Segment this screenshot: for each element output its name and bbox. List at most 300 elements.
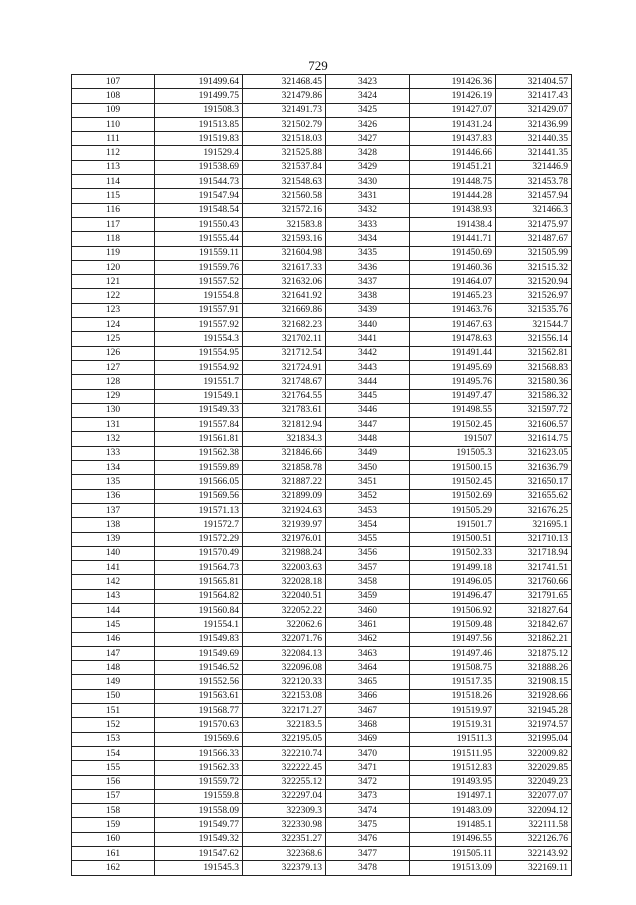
table-row xyxy=(72,661,572,675)
y-coordinate-cell: 321710.13 xyxy=(496,532,572,546)
table-row xyxy=(72,503,572,517)
x-coordinate-cell: 191572.29 xyxy=(155,532,243,546)
point-number-cell: 113 xyxy=(72,160,155,174)
x-coordinate-cell: 191483.09 xyxy=(410,804,496,818)
y-coordinate-cell: 322351.27 xyxy=(243,832,326,846)
y-coordinate-cell: 322222.45 xyxy=(243,761,326,775)
y-coordinate-cell: 321908.15 xyxy=(496,675,572,689)
point-number-cell: 140 xyxy=(72,546,155,560)
y-coordinate-cell: 321623.05 xyxy=(496,446,572,460)
table-row xyxy=(72,189,572,203)
x-coordinate-cell: 191563.61 xyxy=(155,689,243,703)
y-coordinate-cell: 321593.16 xyxy=(243,232,326,246)
table-row xyxy=(72,618,572,632)
y-coordinate-cell: 322309.3 xyxy=(243,804,326,818)
point-number-cell: 3473 xyxy=(326,789,410,803)
point-number-cell: 3434 xyxy=(326,232,410,246)
table-row xyxy=(72,146,572,160)
x-coordinate-cell: 191551.7 xyxy=(155,375,243,389)
point-number-cell: 129 xyxy=(72,389,155,403)
x-coordinate-cell: 191554.1 xyxy=(155,618,243,632)
table-row xyxy=(72,360,572,374)
point-number-cell: 137 xyxy=(72,503,155,517)
point-number-cell: 3444 xyxy=(326,375,410,389)
point-number-cell: 139 xyxy=(72,532,155,546)
y-coordinate-cell: 321562.81 xyxy=(496,346,572,360)
point-number-cell: 111 xyxy=(72,132,155,146)
x-coordinate-cell: 191545.3 xyxy=(155,861,243,875)
point-number-cell: 122 xyxy=(72,289,155,303)
point-number-cell: 134 xyxy=(72,461,155,475)
point-number-cell: 3463 xyxy=(326,646,410,660)
point-number-cell: 138 xyxy=(72,518,155,532)
point-number-cell: 116 xyxy=(72,203,155,217)
point-number-cell: 3428 xyxy=(326,146,410,160)
table-row xyxy=(72,432,572,446)
x-coordinate-cell: 191500.51 xyxy=(410,532,496,546)
point-number-cell: 130 xyxy=(72,403,155,417)
point-number-cell: 136 xyxy=(72,489,155,503)
x-coordinate-cell: 191505.3 xyxy=(410,446,496,460)
table-row xyxy=(72,217,572,231)
point-number-cell: 3443 xyxy=(326,360,410,374)
x-coordinate-cell: 191529.4 xyxy=(155,146,243,160)
x-coordinate-cell: 191511.3 xyxy=(410,732,496,746)
y-coordinate-cell: 321888.26 xyxy=(496,661,572,675)
point-number-cell: 152 xyxy=(72,718,155,732)
table-row xyxy=(72,117,572,131)
x-coordinate-cell: 191566.33 xyxy=(155,746,243,760)
y-coordinate-cell: 321526.97 xyxy=(496,289,572,303)
x-coordinate-cell: 191554.3 xyxy=(155,332,243,346)
table-row xyxy=(72,546,572,560)
x-coordinate-cell: 191564.82 xyxy=(155,589,243,603)
table-row xyxy=(72,332,572,346)
point-number-cell: 3472 xyxy=(326,775,410,789)
y-coordinate-cell: 321466.3 xyxy=(496,203,572,217)
point-number-cell: 133 xyxy=(72,446,155,460)
table-row xyxy=(72,847,572,861)
y-coordinate-cell: 321676.25 xyxy=(496,503,572,517)
table-row xyxy=(72,403,572,417)
point-number-cell: 135 xyxy=(72,475,155,489)
x-coordinate-cell: 191499.75 xyxy=(155,89,243,103)
x-coordinate-cell: 191431.24 xyxy=(410,117,496,131)
point-number-cell: 144 xyxy=(72,603,155,617)
table-row xyxy=(72,789,572,803)
x-coordinate-cell: 191517.35 xyxy=(410,675,496,689)
y-coordinate-cell: 322049.23 xyxy=(496,775,572,789)
y-coordinate-cell: 321429.07 xyxy=(496,103,572,117)
point-number-cell: 146 xyxy=(72,632,155,646)
point-number-cell: 141 xyxy=(72,561,155,575)
x-coordinate-cell: 191502.45 xyxy=(410,475,496,489)
y-coordinate-cell: 322071.76 xyxy=(243,632,326,646)
y-coordinate-cell: 321457.94 xyxy=(496,189,572,203)
x-coordinate-cell: 191495.69 xyxy=(410,360,496,374)
table-row xyxy=(72,732,572,746)
y-coordinate-cell: 322111.58 xyxy=(496,818,572,832)
x-coordinate-cell: 191446.66 xyxy=(410,146,496,160)
table-row xyxy=(72,746,572,760)
x-coordinate-cell: 191546.52 xyxy=(155,661,243,675)
x-coordinate-cell: 191444.28 xyxy=(410,189,496,203)
point-number-cell: 3424 xyxy=(326,89,410,103)
y-coordinate-cell: 321669.86 xyxy=(243,303,326,317)
point-number-cell: 3425 xyxy=(326,103,410,117)
y-coordinate-cell: 321924.63 xyxy=(243,503,326,517)
x-coordinate-cell: 191496.55 xyxy=(410,832,496,846)
x-coordinate-cell: 191568.77 xyxy=(155,704,243,718)
x-coordinate-cell: 191564.73 xyxy=(155,561,243,575)
x-coordinate-cell: 191437.83 xyxy=(410,132,496,146)
point-number-cell: 109 xyxy=(72,103,155,117)
y-coordinate-cell: 321741.51 xyxy=(496,561,572,575)
point-number-cell: 3431 xyxy=(326,189,410,203)
y-coordinate-cell: 321404.57 xyxy=(496,75,572,89)
x-coordinate-cell: 191549.33 xyxy=(155,403,243,417)
x-coordinate-cell: 191497.56 xyxy=(410,632,496,646)
x-coordinate-cell: 191501.7 xyxy=(410,518,496,532)
x-coordinate-cell: 191512.83 xyxy=(410,761,496,775)
point-number-cell: 3476 xyxy=(326,832,410,846)
y-coordinate-cell: 321505.99 xyxy=(496,246,572,260)
y-coordinate-cell: 321976.01 xyxy=(243,532,326,546)
x-coordinate-cell: 191500.15 xyxy=(410,461,496,475)
y-coordinate-cell: 321842.67 xyxy=(496,618,572,632)
point-number-cell: 128 xyxy=(72,375,155,389)
table-row xyxy=(72,446,572,460)
y-coordinate-cell: 321899.09 xyxy=(243,489,326,503)
point-number-cell: 3452 xyxy=(326,489,410,503)
y-coordinate-cell: 321525.88 xyxy=(243,146,326,160)
y-coordinate-cell: 322169.11 xyxy=(496,861,572,875)
table-row xyxy=(72,389,572,403)
y-coordinate-cell: 322255.12 xyxy=(243,775,326,789)
y-coordinate-cell: 321436.99 xyxy=(496,117,572,131)
y-coordinate-cell: 321568.83 xyxy=(496,360,572,374)
point-number-cell: 118 xyxy=(72,232,155,246)
point-number-cell: 125 xyxy=(72,332,155,346)
y-coordinate-cell: 321650.17 xyxy=(496,475,572,489)
x-coordinate-cell: 191557.92 xyxy=(155,318,243,332)
point-number-cell: 3437 xyxy=(326,275,410,289)
point-number-cell: 3432 xyxy=(326,203,410,217)
x-coordinate-cell: 191497.46 xyxy=(410,646,496,660)
y-coordinate-cell: 321783.61 xyxy=(243,403,326,417)
table-row xyxy=(72,689,572,703)
x-coordinate-cell: 191505.29 xyxy=(410,503,496,517)
table-row xyxy=(72,575,572,589)
point-number-cell: 147 xyxy=(72,646,155,660)
point-number-cell: 157 xyxy=(72,789,155,803)
y-coordinate-cell: 321702.11 xyxy=(243,332,326,346)
table-row xyxy=(72,603,572,617)
x-coordinate-cell: 191566.05 xyxy=(155,475,243,489)
point-number-cell: 126 xyxy=(72,346,155,360)
table-row xyxy=(72,303,572,317)
y-coordinate-cell: 321491.73 xyxy=(243,103,326,117)
y-coordinate-cell: 321846.66 xyxy=(243,446,326,460)
x-coordinate-cell: 191491.44 xyxy=(410,346,496,360)
y-coordinate-cell: 322003.63 xyxy=(243,561,326,575)
y-coordinate-cell: 321453.78 xyxy=(496,175,572,189)
point-number-cell: 132 xyxy=(72,432,155,446)
x-coordinate-cell: 191561.81 xyxy=(155,432,243,446)
point-number-cell: 149 xyxy=(72,675,155,689)
point-number-cell: 3447 xyxy=(326,418,410,432)
table-row xyxy=(72,175,572,189)
point-number-cell: 3436 xyxy=(326,260,410,274)
y-coordinate-cell: 321597.72 xyxy=(496,403,572,417)
point-number-cell: 158 xyxy=(72,804,155,818)
y-coordinate-cell: 322153.08 xyxy=(243,689,326,703)
table-row xyxy=(72,861,572,875)
point-number-cell: 3456 xyxy=(326,546,410,560)
table-row xyxy=(72,132,572,146)
point-number-cell: 3430 xyxy=(326,175,410,189)
y-coordinate-cell: 321548.63 xyxy=(243,175,326,189)
x-coordinate-cell: 191450.69 xyxy=(410,246,496,260)
table-row xyxy=(72,818,572,832)
x-coordinate-cell: 191559.72 xyxy=(155,775,243,789)
x-coordinate-cell: 191506.92 xyxy=(410,603,496,617)
x-coordinate-cell: 191467.63 xyxy=(410,318,496,332)
x-coordinate-cell: 191549.83 xyxy=(155,632,243,646)
y-coordinate-cell: 321446.9 xyxy=(496,160,572,174)
point-number-cell: 3458 xyxy=(326,575,410,589)
x-coordinate-cell: 191497.47 xyxy=(410,389,496,403)
point-number-cell: 112 xyxy=(72,146,155,160)
y-coordinate-cell: 322094.12 xyxy=(496,804,572,818)
y-coordinate-cell: 322379.13 xyxy=(243,861,326,875)
y-coordinate-cell: 322052.22 xyxy=(243,603,326,617)
y-coordinate-cell: 321887.22 xyxy=(243,475,326,489)
y-coordinate-cell: 321995.04 xyxy=(496,732,572,746)
x-coordinate-cell: 191560.84 xyxy=(155,603,243,617)
x-coordinate-cell: 191518.26 xyxy=(410,689,496,703)
point-number-cell: 124 xyxy=(72,318,155,332)
y-coordinate-cell: 321583.8 xyxy=(243,217,326,231)
y-coordinate-cell: 321974.57 xyxy=(496,718,572,732)
point-number-cell: 3457 xyxy=(326,561,410,575)
x-coordinate-cell: 191496.47 xyxy=(410,589,496,603)
point-number-cell: 3466 xyxy=(326,689,410,703)
point-number-cell: 3462 xyxy=(326,632,410,646)
point-number-cell: 161 xyxy=(72,847,155,861)
y-coordinate-cell: 321556.14 xyxy=(496,332,572,346)
y-coordinate-cell: 321520.94 xyxy=(496,275,572,289)
x-coordinate-cell: 191549.32 xyxy=(155,832,243,846)
y-coordinate-cell: 321718.94 xyxy=(496,546,572,560)
x-coordinate-cell: 191497.1 xyxy=(410,789,496,803)
y-coordinate-cell: 322096.08 xyxy=(243,661,326,675)
y-coordinate-cell: 322062.6 xyxy=(243,618,326,632)
point-number-cell: 142 xyxy=(72,575,155,589)
x-coordinate-cell: 191426.19 xyxy=(410,89,496,103)
point-number-cell: 3440 xyxy=(326,318,410,332)
y-coordinate-cell: 321862.21 xyxy=(496,632,572,646)
point-number-cell: 3427 xyxy=(326,132,410,146)
x-coordinate-cell: 191559.89 xyxy=(155,461,243,475)
y-coordinate-cell: 321834.3 xyxy=(243,432,326,446)
y-coordinate-cell: 321560.58 xyxy=(243,189,326,203)
point-number-cell: 150 xyxy=(72,689,155,703)
point-number-cell: 153 xyxy=(72,732,155,746)
point-number-cell: 3467 xyxy=(326,704,410,718)
point-number-cell: 120 xyxy=(72,260,155,274)
y-coordinate-cell: 321502.79 xyxy=(243,117,326,131)
point-number-cell: 3429 xyxy=(326,160,410,174)
x-coordinate-cell: 191554.8 xyxy=(155,289,243,303)
x-coordinate-cell: 191508.75 xyxy=(410,661,496,675)
point-number-cell: 119 xyxy=(72,246,155,260)
point-number-cell: 145 xyxy=(72,618,155,632)
point-number-cell: 3451 xyxy=(326,475,410,489)
y-coordinate-cell: 322183.5 xyxy=(243,718,326,732)
table-row xyxy=(72,475,572,489)
y-coordinate-cell: 321614.75 xyxy=(496,432,572,446)
x-coordinate-cell: 191519.97 xyxy=(410,704,496,718)
y-coordinate-cell: 321748.67 xyxy=(243,375,326,389)
x-coordinate-cell: 191549.77 xyxy=(155,818,243,832)
point-number-cell: 3439 xyxy=(326,303,410,317)
x-coordinate-cell: 191519.31 xyxy=(410,718,496,732)
x-coordinate-cell: 191505.11 xyxy=(410,847,496,861)
point-number-cell: 115 xyxy=(72,189,155,203)
y-coordinate-cell: 322084.13 xyxy=(243,646,326,660)
y-coordinate-cell: 321988.24 xyxy=(243,546,326,560)
y-coordinate-cell: 321580.36 xyxy=(496,375,572,389)
x-coordinate-cell: 191502.33 xyxy=(410,546,496,560)
x-coordinate-cell: 191478.63 xyxy=(410,332,496,346)
y-coordinate-cell: 321604.98 xyxy=(243,246,326,260)
y-coordinate-cell: 321606.57 xyxy=(496,418,572,432)
point-number-cell: 3470 xyxy=(326,746,410,760)
y-coordinate-cell: 322210.74 xyxy=(243,746,326,760)
point-number-cell: 3465 xyxy=(326,675,410,689)
y-coordinate-cell: 322028.18 xyxy=(243,575,326,589)
y-coordinate-cell: 322040.51 xyxy=(243,589,326,603)
x-coordinate-cell: 191570.49 xyxy=(155,546,243,560)
point-number-cell: 159 xyxy=(72,818,155,832)
y-coordinate-cell: 321487.67 xyxy=(496,232,572,246)
y-coordinate-cell: 321875.12 xyxy=(496,646,572,660)
point-number-cell: 3468 xyxy=(326,718,410,732)
x-coordinate-cell: 191496.05 xyxy=(410,575,496,589)
x-coordinate-cell: 191548.54 xyxy=(155,203,243,217)
x-coordinate-cell: 191557.91 xyxy=(155,303,243,317)
x-coordinate-cell: 191557.84 xyxy=(155,418,243,432)
point-number-cell: 3461 xyxy=(326,618,410,632)
table-row xyxy=(72,232,572,246)
y-coordinate-cell: 321695.1 xyxy=(496,518,572,532)
x-coordinate-cell: 191565.81 xyxy=(155,575,243,589)
x-coordinate-cell: 191502.45 xyxy=(410,418,496,432)
point-number-cell: 155 xyxy=(72,761,155,775)
x-coordinate-cell: 191552.56 xyxy=(155,675,243,689)
point-number-cell: 117 xyxy=(72,217,155,231)
y-coordinate-cell: 322029.85 xyxy=(496,761,572,775)
point-number-cell: 3441 xyxy=(326,332,410,346)
table-row xyxy=(72,160,572,174)
point-number-cell: 148 xyxy=(72,661,155,675)
point-number-cell: 114 xyxy=(72,175,155,189)
y-coordinate-cell: 322120.33 xyxy=(243,675,326,689)
y-coordinate-cell: 322368.6 xyxy=(243,847,326,861)
point-number-cell: 162 xyxy=(72,861,155,875)
point-number-cell: 156 xyxy=(72,775,155,789)
point-number-cell: 160 xyxy=(72,832,155,846)
table-row xyxy=(72,489,572,503)
x-coordinate-cell: 191544.73 xyxy=(155,175,243,189)
x-coordinate-cell: 191554.95 xyxy=(155,346,243,360)
table-row xyxy=(72,704,572,718)
x-coordinate-cell: 191464.07 xyxy=(410,275,496,289)
point-number-cell: 131 xyxy=(72,418,155,432)
point-number-cell: 3474 xyxy=(326,804,410,818)
x-coordinate-cell: 191562.33 xyxy=(155,761,243,775)
y-coordinate-cell: 321468.45 xyxy=(243,75,326,89)
y-coordinate-cell: 322330.98 xyxy=(243,818,326,832)
y-coordinate-cell: 321617.33 xyxy=(243,260,326,274)
point-number-cell: 3423 xyxy=(326,75,410,89)
x-coordinate-cell: 191559.8 xyxy=(155,789,243,803)
table-row xyxy=(72,375,572,389)
x-coordinate-cell: 191438.93 xyxy=(410,203,496,217)
table-row xyxy=(72,646,572,660)
y-coordinate-cell: 321760.66 xyxy=(496,575,572,589)
x-coordinate-cell: 191507 xyxy=(410,432,496,446)
x-coordinate-cell: 191508.3 xyxy=(155,103,243,117)
y-coordinate-cell: 321682.23 xyxy=(243,318,326,332)
point-number-cell: 3435 xyxy=(326,246,410,260)
x-coordinate-cell: 191499.64 xyxy=(155,75,243,89)
table-row xyxy=(72,589,572,603)
y-coordinate-cell: 321724.91 xyxy=(243,360,326,374)
point-number-cell: 108 xyxy=(72,89,155,103)
y-coordinate-cell: 321518.03 xyxy=(243,132,326,146)
point-number-cell: 3477 xyxy=(326,847,410,861)
point-number-cell: 3459 xyxy=(326,589,410,603)
y-coordinate-cell: 321535.76 xyxy=(496,303,572,317)
point-number-cell: 121 xyxy=(72,275,155,289)
x-coordinate-cell: 191558.09 xyxy=(155,804,243,818)
point-number-cell: 127 xyxy=(72,360,155,374)
y-coordinate-cell: 321636.79 xyxy=(496,461,572,475)
point-number-cell: 154 xyxy=(72,746,155,760)
y-coordinate-cell: 322126.76 xyxy=(496,832,572,846)
x-coordinate-cell: 191495.76 xyxy=(410,375,496,389)
x-coordinate-cell: 191570.63 xyxy=(155,718,243,732)
point-number-cell: 3442 xyxy=(326,346,410,360)
point-number-cell: 3455 xyxy=(326,532,410,546)
x-coordinate-cell: 191555.44 xyxy=(155,232,243,246)
point-number-cell: 143 xyxy=(72,589,155,603)
y-coordinate-cell: 321441.35 xyxy=(496,146,572,160)
table-row xyxy=(72,75,572,89)
point-number-cell: 3438 xyxy=(326,289,410,303)
x-coordinate-cell: 191538.69 xyxy=(155,160,243,174)
table-row xyxy=(72,318,572,332)
x-coordinate-cell: 191571.13 xyxy=(155,503,243,517)
x-coordinate-cell: 191559.76 xyxy=(155,260,243,274)
point-number-cell: 3426 xyxy=(326,117,410,131)
x-coordinate-cell: 191547.94 xyxy=(155,189,243,203)
x-coordinate-cell: 191513.85 xyxy=(155,117,243,131)
y-coordinate-cell: 321939.97 xyxy=(243,518,326,532)
table-row xyxy=(72,532,572,546)
